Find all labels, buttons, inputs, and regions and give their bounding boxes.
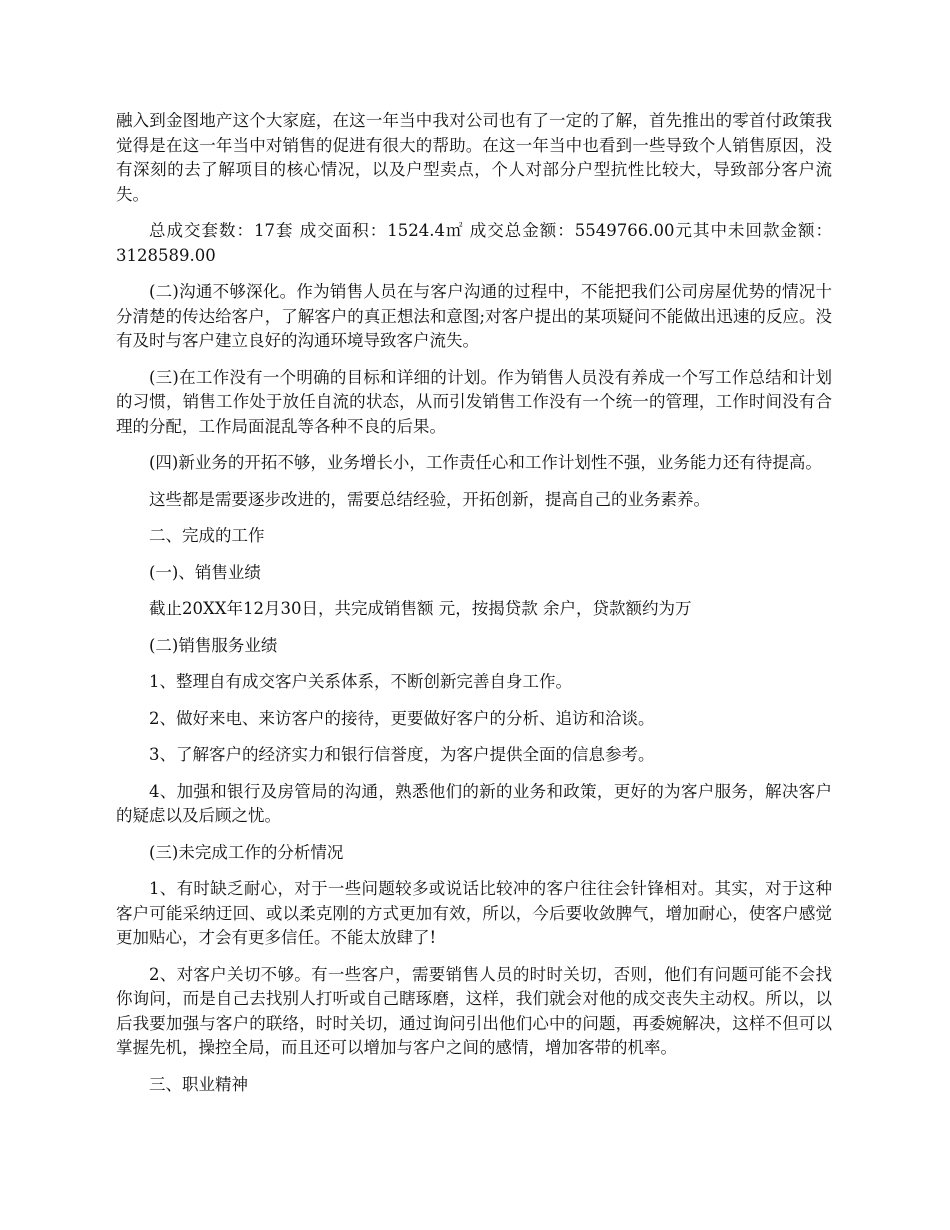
paragraph-communication: (二)沟通不够深化。作为销售人员在与客户沟通的过程中，不能把我们公司房屋优势的情况十分清楚的传达给客户，了解客户的真正想法和意图;对客户提出的某项疑问不能做出迅速的反应。没有及时与客户建立良好的沟通环境导致客户流失。: [116, 282, 832, 350]
paragraph-sales-totals: 总成交套数：17套 成交面积：1524.4㎡ 成交总金额：5549766.00元其中未回款金额：3128589.00: [116, 221, 832, 265]
heading-sales-performance: (一)、销售业绩: [149, 562, 261, 582]
paragraph-improvement: 这些都是需要逐步改进的，需要总结经验，开拓创新，提高自己的业务素养。: [149, 489, 710, 509]
heading-unfinished-analysis: (三)未完成工作的分析情况: [149, 842, 344, 862]
list-item: 2、对客户关切不够。有一些客户，需要销售人员的时时关切，否则，他们有问题可能不会找你询问，而是自己去找别人打听或自己瞎琢磨，这样，我们就会对他的成交丧失主动权。所以，以后我要加强与客户的联络，时时关切，通过询问引出他们心中的问题，再委婉解决，这样不但可以掌握先机，操控全局，而且还可以增加与客户之间的感情，增加客带的机率。: [116, 964, 832, 1057]
heading-completed-work: 二、完成的工作: [149, 526, 265, 545]
list-item: 2、做好来电、来访客户的接待，更要做好客户的分析、追访和洽谈。: [149, 708, 655, 728]
paragraph-sales-figures: 截止20XX年12月30日，共完成销售额 元，按揭贷款 余户，贷款额约为万: [149, 599, 692, 618]
heading-service-performance: (二)销售服务业绩: [149, 635, 278, 655]
list-item: 4、加强和银行及房管局的沟通，熟悉他们的新的业务和政策，更好的为客户服务，解决客户的疑虑以及后顾之忧。: [116, 781, 832, 825]
list-item: 3、了解客户的经济实力和银行信誉度，为客户提供全面的信息参考。: [149, 745, 655, 764]
document-page: [116, 109, 832, 1109]
list-item: 1、整理自有成交客户关系体系，不断创新完善自身工作。: [149, 672, 572, 691]
paragraph-new-business: (四)新业务的开拓不够，业务增长小，工作责任心和工作计划性不强，业务能力还有待提高。: [149, 453, 822, 472]
paragraph-intro: 融入到金图地产这个大家庭，在这一年当中我对公司也有了一定的了解，首先推出的零首付政策我觉得是在这一年当中对销售的促进有很大的帮助。在这一年当中也看到一些导致个人销售原因，没有深刻的去了解项目的核心情况，以及户型卖点，个人对部分户型抗性比较大，导致部分客户流失。: [116, 111, 832, 204]
paragraph-planning: (三)在工作没有一个明确的目标和详细的计划。作为销售人员没有养成一个写工作总结和计划的习惯，销售工作处于放任自流的状态，从而引发销售工作没有一个统一的管理，工作时间没有合理的分配，工作局面混乱等各种不良的后果。: [116, 367, 832, 436]
list-item: 1、有时缺乏耐心，对于一些问题较多或说话比较冲的客户往往会针锋相对。其实，对于这种客户可能采纳迂回、或以柔克刚的方式更加有效，所以，今后要收敛脾气，增加耐心，使客户感觉更加贴心，才会有更多信任。不能太放肆了!: [116, 879, 832, 947]
heading-professional-spirit: 三、职业精神: [149, 1074, 248, 1094]
